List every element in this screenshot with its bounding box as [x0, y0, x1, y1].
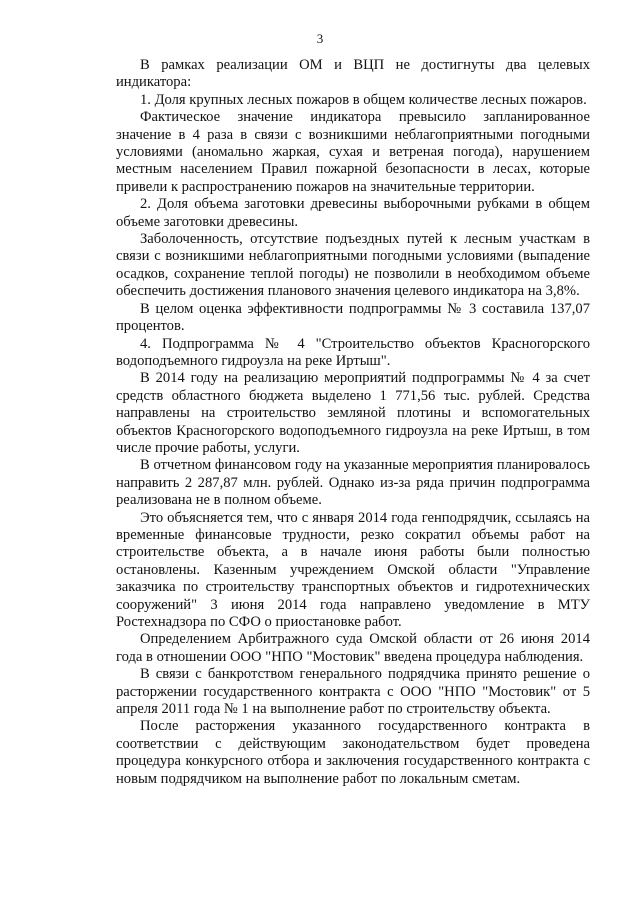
paragraph-funding-2014: В 2014 году на реализацию мероприятий подпрограммы № 4 за счет средств областного бюджета выделено 1 771,56 тыс. рублей. Средства направлены на строительство земляной плотины и вспомогательных объектов Красногорского водоподъемного гидроузла на реке Иртыш, в том числе прочие работы, услуги. [116, 370, 590, 456]
paragraph-new-tender: После расторжения указанного государственного контракта в соответствии с действующим законодательством будет проведена процедура конкурсного отбора и заключения государственного контракта с новым подрядчиком на выполнение работ по локальным сметам. [116, 718, 590, 787]
document-body [116, 57, 590, 788]
paragraph-court-ruling: Определением Арбитражного суда Омской области от 26 июня 2014 года в отношении ООО "НПО "Мостовик" введена процедура наблюдения. [116, 631, 590, 665]
paragraph-planned-funding: В отчетном финансовом году на указанные мероприятия планировалось направить 2 287,87 млн. рублей. Однако из-за ряда причин подпрограмма реализована не в полном объеме. [116, 457, 590, 509]
paragraph-subprogram-4-title: 4. Подпрограмма № 4 "Строительство объектов Красногорского водоподъемного гидроузла на реке Иртыш". [116, 335, 590, 369]
paragraph-contractor-issues: Это объясняется тем, что с января 2014 года генподрядчик, ссылаясь на временные финансовые трудности, резко сократил объемы работ на строительстве объекта, а в начале июня работы были полностью остановлены. Казенным учреждением Омской области "Управление заказчика по строительству транспортных объектов и гидротехнических сооружений" 3 июня 2014 года направлено уведомление в МТУ Ростехнадзора по СФО о приостановке работ. [116, 509, 590, 630]
paragraph-indicator-1-explanation: Фактическое значение индикатора превысило запланированное значение в 4 раза в связи с возникшими неблагоприятными погодными условиями (аномально жаркая, сухая и ветреная погода), нарушением местным населением Правил пожарной безопасности в лесах, которые привели к распространению пожаров на значительные территории. [116, 109, 590, 195]
paragraph-efficiency-summary: В целом оценка эффективности подпрограммы № 3 составила 137,07 процентов. [116, 300, 590, 335]
paragraph-contract-termination: В связи с банкротством генерального подрядчика принято решение о расторжении государственного контракта с ООО "НПО "Мостовик" от 5 апреля 2011 года № 1 на выполнение работ по строительству объекта. [116, 666, 590, 718]
paragraph-indicator-2: 2. Доля объема заготовки древесины выборочными рубками в общем объеме заготовки древесины. [116, 196, 590, 230]
paragraph-indicator-1: 1. Доля крупных лесных пожаров в общем количестве лесных пожаров. [140, 91, 587, 108]
page-number: 3 [316, 31, 324, 46]
paragraph-intro: В рамках реализации ОМ и ВЦП не достигнуты два целевых индикатора: [116, 57, 590, 91]
paragraph-indicator-2-explanation: Заболоченность, отсутствие подъездных путей к лесным участкам в связи с возникшими неблагоприятными погодными условиями (выпадение осадков, сохранение теплой погоды) не позволили в необходимом объеме обеспечить достижения планового значения целевого индикатора на 3,8%. [116, 231, 590, 300]
